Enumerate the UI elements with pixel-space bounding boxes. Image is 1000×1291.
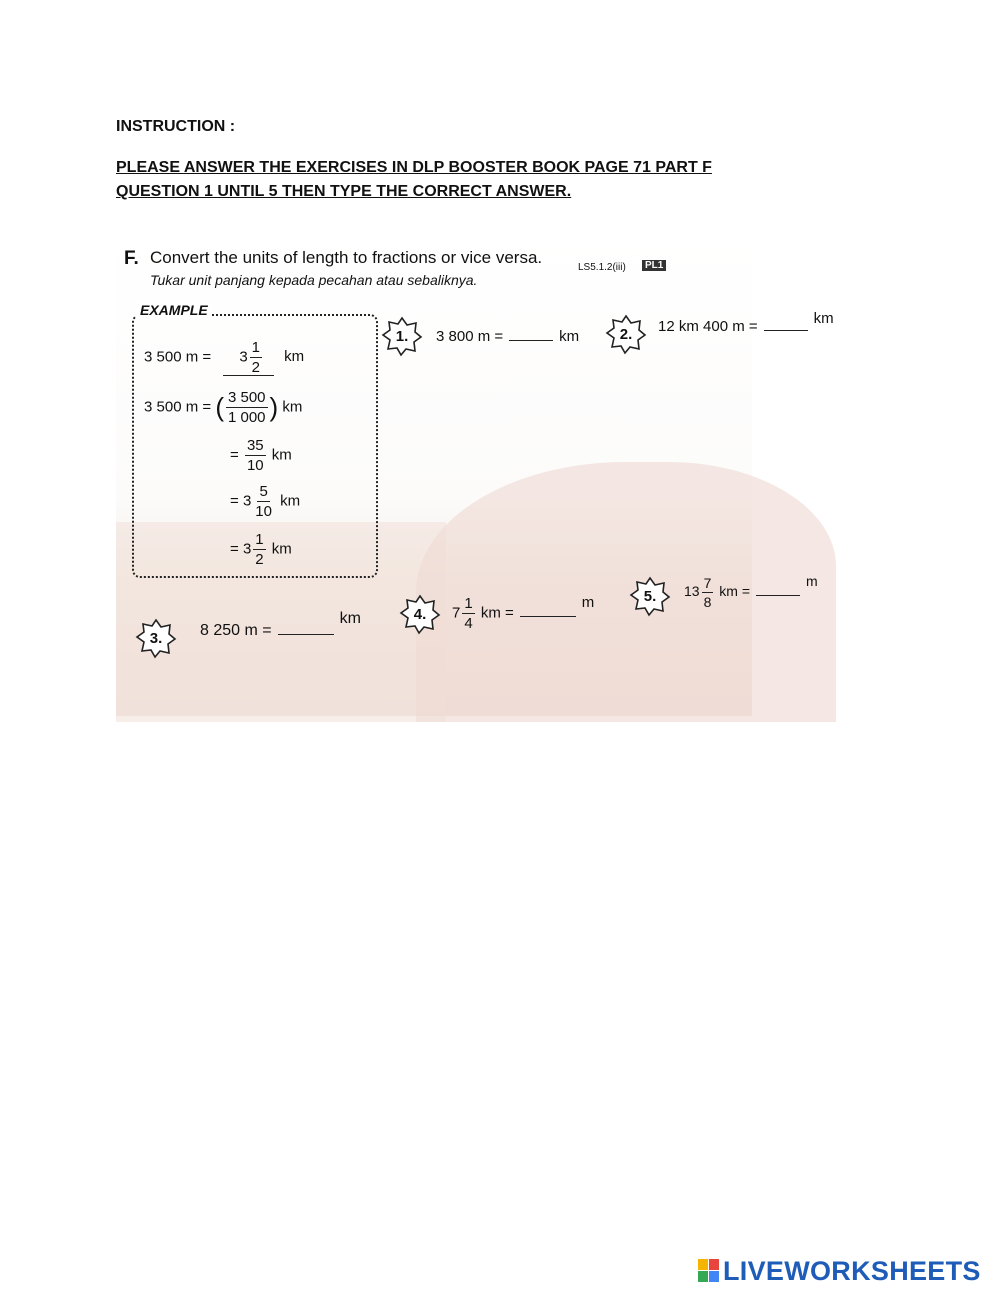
example-numerator: 1 [255, 531, 264, 548]
question-unit: km [339, 610, 361, 627]
example-numerator: 3 500 [227, 389, 266, 406]
instruction-line-2: QUESTION 1 UNTIL 5 THEN TYPE THE CORRECT ANSWER. [116, 183, 572, 200]
section-title-malay: Tukar unit panjang kepada pecahan atau sebaliknya. [150, 272, 478, 288]
example-equals: = [230, 492, 239, 510]
answer-blank[interactable] [756, 595, 800, 596]
question-lhs-unit: km = [480, 604, 514, 622]
question-whole: 7 [452, 604, 461, 622]
example-numerator: 5 [259, 483, 268, 500]
learning-standard-code: LS5.1.2(iii) [578, 262, 626, 273]
question-lhs: 3 800 m = [436, 328, 504, 345]
worksheet-photo [116, 232, 834, 716]
question-number: 5. [643, 587, 657, 605]
example-unit: km [271, 446, 292, 464]
example-equals: = [230, 446, 239, 464]
question-numerator: 7 [703, 575, 712, 591]
example-whole: 3 [239, 348, 248, 366]
live-tiles-icon [698, 1259, 720, 1283]
question-1-badge [382, 316, 422, 356]
question-unit: km [813, 310, 834, 327]
example-unit: km [271, 540, 292, 558]
example-line-3 [230, 438, 292, 473]
example-equals: = [230, 540, 239, 558]
example-line-2: 3 500 m = ( $\frac{3 500}{1 000}$ ) km [144, 389, 303, 426]
question-2-badge [606, 314, 646, 354]
question-unit: m [581, 594, 595, 612]
question-number: 4. [413, 605, 427, 623]
answer-blank[interactable] [278, 634, 334, 635]
question-2 [658, 310, 834, 335]
example-denominator: 10 [246, 457, 264, 474]
question-denominator: 8 [703, 594, 712, 610]
example-unit: km [282, 398, 303, 416]
question-5 [684, 573, 818, 610]
answer-blank[interactable] [764, 330, 808, 331]
example-line-4 [230, 484, 300, 519]
example-denominator: 2 [255, 551, 264, 568]
question-3 [200, 610, 361, 640]
example-whole: 3 [242, 540, 252, 558]
question-number: 1. [395, 327, 409, 345]
question-5-badge [630, 576, 670, 616]
example-whole: 3 [242, 492, 252, 510]
question-number: 2. [619, 325, 633, 343]
question-4-badge [400, 594, 440, 634]
question-denominator: 4 [464, 615, 473, 632]
liveworksheets-logo[interactable] [698, 1256, 981, 1286]
example-label: EXAMPLE [136, 302, 212, 318]
example-unit: km [280, 492, 301, 510]
question-4 [452, 596, 594, 631]
example-numerator: 35 [246, 437, 264, 454]
section-title: Convert the units of length to fractions or vice versa. [150, 248, 543, 267]
instruction-line-1: PLEASE ANSWER THE EXERCISES IN DLP BOOSTER BOOK PAGE 71 PART F [116, 159, 712, 176]
example-line-5 [230, 532, 292, 567]
example-numerator: 1 [251, 339, 260, 356]
section-letter: F. [124, 248, 139, 269]
question-lhs: 8 250 m = [200, 622, 272, 639]
example-denominator: 1 000 [227, 409, 266, 426]
question-lhs-unit: km = [719, 583, 750, 600]
question-unit: km [559, 328, 580, 345]
instruction-label: INSTRUCTION : [116, 118, 236, 135]
logo-text: LIVEWORKSHEETS [723, 1255, 981, 1286]
question-numerator: 1 [464, 595, 473, 612]
question-whole: 13 [684, 583, 700, 600]
question-lhs: 12 km 400 m = [658, 318, 758, 335]
question-3-badge [136, 618, 176, 658]
answer-blank[interactable] [509, 340, 553, 341]
example-line-1 [144, 340, 304, 376]
answer-blank[interactable] [520, 616, 576, 617]
performance-level-tag: PL1 [642, 260, 666, 271]
example-line-2-lhs: 3 500 m = [144, 398, 212, 416]
example-denominator: 10 [255, 503, 272, 520]
example-line-1-lhs: 3 500 m = [144, 348, 212, 366]
example-unit: km [284, 348, 305, 366]
question-number: 3. [149, 629, 163, 647]
question-1 [436, 328, 579, 345]
example-denominator: 2 [251, 359, 260, 376]
question-unit: m [806, 573, 818, 590]
